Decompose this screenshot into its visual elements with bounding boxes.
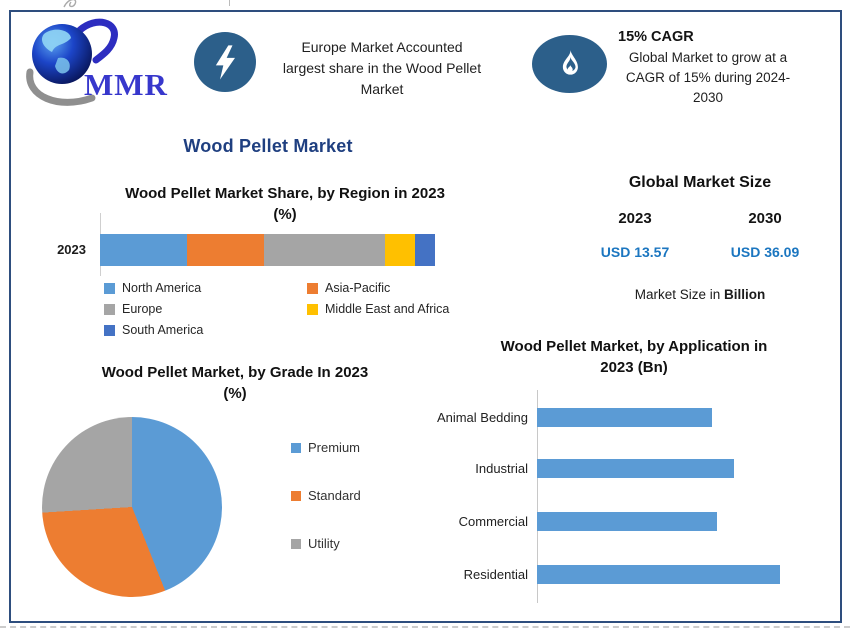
application-chart-title-line2: 2023 (Bn) <box>600 359 668 376</box>
legend-item-north-america <box>104 281 307 295</box>
application-chart-title-line1: Wood Pellet Market, by Application in <box>500 338 768 355</box>
application-row-residential <box>420 565 830 584</box>
region-bar-segment-south-america <box>415 234 435 266</box>
legend-item-asia-pacific <box>307 281 449 295</box>
legend-swatch-icon <box>291 539 301 549</box>
region-chart-title-line1: Wood Pellet Market Share, by Region in 2023 <box>125 185 445 202</box>
region-stacked-bar <box>100 234 435 266</box>
legend-swatch-icon <box>104 304 115 315</box>
region-bar-segment-north-america <box>100 234 187 266</box>
cagr-body-line: Global Market to grow at a <box>628 50 788 65</box>
application-category-label: Animal Bedding <box>436 410 528 425</box>
market-size-footnote-text: Market Size in <box>634 287 725 302</box>
application-chart-title <box>484 336 784 378</box>
application-category-label: Industrial <box>475 461 528 476</box>
legend-item-premium <box>291 440 361 455</box>
application-bar-animal-bedding <box>537 408 712 427</box>
region-chart-legend <box>104 281 449 337</box>
cagr-body-line: 2030 <box>692 90 724 105</box>
europe-callout-line: largest share in the Wood Pellet <box>282 60 482 76</box>
legend-label: Utility <box>308 536 340 551</box>
legend-label: Middle East and Africa <box>325 302 450 316</box>
market-size-year-2023: 2023 <box>618 210 652 227</box>
grade-chart-title-line1: Wood Pellet Market, by Grade In 2023 <box>101 364 369 381</box>
region-chart-title-line2: (%) <box>273 206 297 223</box>
region-bar-segment-europe <box>264 234 385 266</box>
legend-label: Europe <box>122 302 163 316</box>
market-size-value-2023: USD 13.57 <box>600 244 670 260</box>
region-bar-segment-middle-east-and-africa <box>385 234 415 266</box>
legend-label: North America <box>122 281 202 295</box>
legend-swatch-icon <box>104 325 115 336</box>
cagr-body <box>612 48 804 108</box>
legend-swatch-icon <box>291 491 301 501</box>
application-row-commercial <box>420 512 830 531</box>
legend-swatch-icon <box>307 283 318 294</box>
legend-swatch-icon <box>291 443 301 453</box>
legend-label: South America <box>122 323 204 337</box>
mmr-logo <box>24 18 184 110</box>
lightning-badge <box>194 32 256 92</box>
page-crop-artifact <box>62 0 88 8</box>
grade-chart-legend <box>291 440 361 551</box>
application-category-label: Residential <box>463 567 528 582</box>
application-bar-industrial <box>537 459 734 478</box>
europe-callout-line: Europe Market Accounted <box>301 39 463 55</box>
legend-label: Standard <box>308 488 361 503</box>
grade-pie-chart <box>42 417 222 597</box>
market-size-year-2030: 2030 <box>748 210 782 227</box>
region-chart-category-label: 2023 <box>57 242 86 257</box>
region-chart-title <box>95 183 475 225</box>
region-bar-segment-asia-pacific <box>187 234 264 266</box>
europe-callout-line: Market <box>360 81 404 97</box>
lightning-icon <box>205 40 245 84</box>
flame-icon <box>551 43 589 85</box>
flame-badge <box>532 35 607 93</box>
legend-item-europe <box>104 302 307 316</box>
legend-swatch-icon <box>104 283 115 294</box>
application-bar-commercial <box>537 512 717 531</box>
application-row-industrial <box>420 459 830 478</box>
legend-item-standard <box>291 488 361 503</box>
europe-callout <box>258 37 506 100</box>
cagr-title: 15% CAGR <box>618 29 694 45</box>
market-size-footnote <box>570 287 830 302</box>
market-size-title: Global Market Size <box>628 174 772 191</box>
market-size-value-2030: USD 36.09 <box>730 244 800 260</box>
legend-label: Asia-Pacific <box>325 281 391 295</box>
legend-label: Premium <box>308 440 361 455</box>
legend-item-utility <box>291 536 361 551</box>
grade-chart-title <box>65 362 405 404</box>
application-category-label: Commercial <box>458 514 528 529</box>
legend-swatch-icon <box>307 304 318 315</box>
legend-item-middle-east-and-africa <box>307 302 449 316</box>
page-title: Wood Pellet Market <box>183 136 353 156</box>
cagr-body-line: CAGR of 15% during 2024- <box>625 70 791 85</box>
application-row-animal-bedding <box>420 408 830 427</box>
market-size-values <box>570 244 830 260</box>
market-size-years <box>570 210 830 227</box>
page-crop-artifact <box>229 0 230 6</box>
market-size-footnote-bold: Billion <box>724 287 766 302</box>
legend-item-south-america <box>104 323 307 337</box>
page-edge-dashed-line <box>0 626 850 628</box>
application-bar-residential <box>537 565 780 584</box>
logo-text: MMR <box>84 67 168 102</box>
grade-chart-title-line2: (%) <box>223 385 247 402</box>
